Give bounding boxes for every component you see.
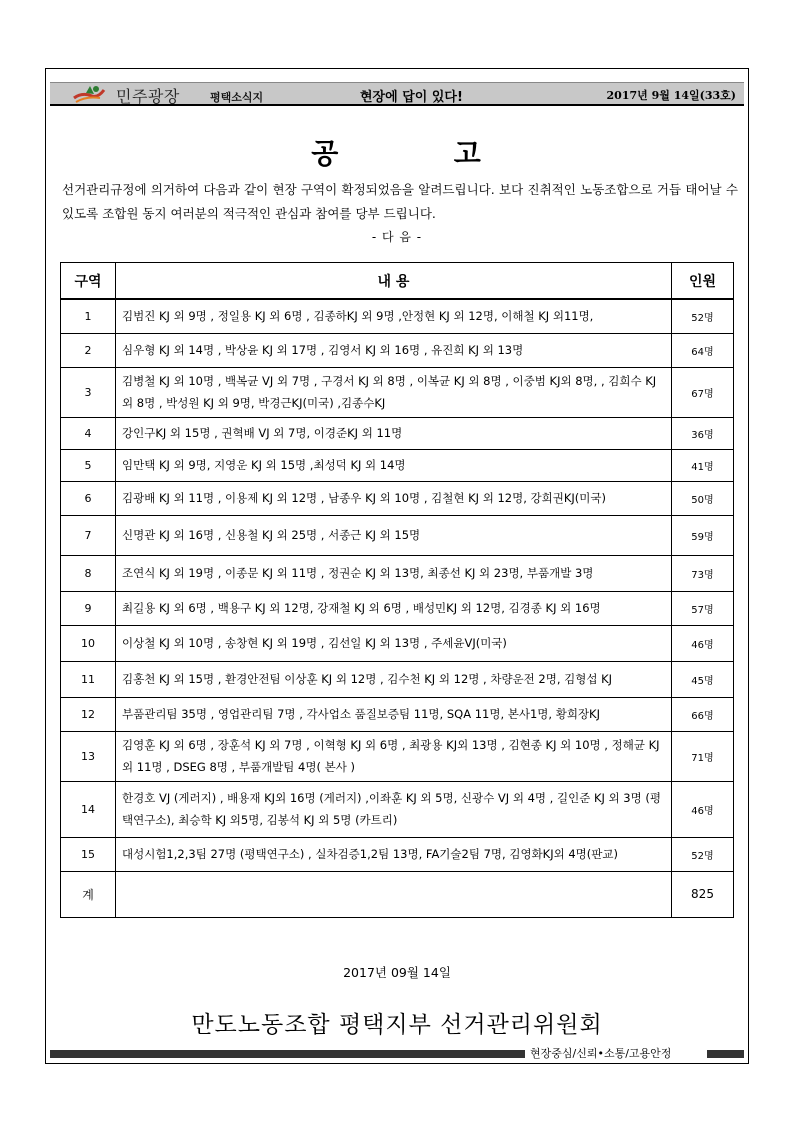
footer-bar-right xyxy=(707,1050,744,1058)
district-number: 4 xyxy=(61,417,116,449)
district-number: 13 xyxy=(61,731,116,781)
member-count: 52명 xyxy=(672,299,734,333)
district-content: 김범진 KJ 외 9명 , 정일용 KJ 외 6명 , 김종하KJ 외 9명 ,안정현 KJ 외 12명, 이해철 KJ 외11명, xyxy=(116,299,672,333)
district-content: 대성시험1,2,3팀 27명 (평택연구소) , 실차검증1,2팀 13명, FA기술2팀 7명, 김영화KJ외 4명(판교) xyxy=(116,837,672,871)
footer-bar-left xyxy=(50,1050,525,1058)
district-content: 이상철 KJ 외 10명 , 송창현 KJ 외 19명 , 김선일 KJ 외 13명 , 주세윤VJ(미국) xyxy=(116,625,672,661)
district-number: 8 xyxy=(61,555,116,591)
table-row xyxy=(61,837,734,871)
table-total-row xyxy=(61,871,734,917)
notice-title xyxy=(0,132,794,172)
district-content: 조연식 KJ 외 19명 , 이종문 KJ 외 11명 , 정권순 KJ 외 13명, 최종선 KJ 외 23명, 부품개발 3명 xyxy=(116,555,672,591)
table-row xyxy=(61,697,734,731)
issue-date: 2017년 9월 14일(33호) xyxy=(606,89,736,102)
header-slogan: 현장에 답이 있다! xyxy=(360,90,463,105)
table-row xyxy=(61,367,734,417)
header-content: 내 용 xyxy=(116,263,672,300)
district-content: 신명관 KJ 외 16명 , 신용철 KJ 외 25명 , 서종근 KJ 외 15명 xyxy=(116,515,672,555)
member-count: 46명 xyxy=(672,781,734,837)
da-eum-label: - 다 음 - xyxy=(371,230,423,244)
member-count: 67명 xyxy=(672,367,734,417)
district-number: 3 xyxy=(61,367,116,417)
district-content: 강인구KJ 외 15명 , 권혁배 VJ 외 7명, 이경준KJ 외 11명 xyxy=(116,417,672,449)
table-row xyxy=(61,333,734,367)
total-label: 계 xyxy=(61,871,116,917)
header-district: 구역 xyxy=(61,263,116,300)
district-number: 5 xyxy=(61,449,116,481)
member-count: 50명 xyxy=(672,481,734,515)
district-number: 12 xyxy=(61,697,116,731)
district-number: 10 xyxy=(61,625,116,661)
title-char-1: 공 xyxy=(311,137,341,170)
district-number: 11 xyxy=(61,661,116,697)
district-content: 김광배 KJ 외 11명 , 이용제 KJ 외 12명 , 남종우 KJ 외 10명 , 김철현 KJ 외 12명, 강희권KJ(미국) xyxy=(116,481,672,515)
member-count: 59명 xyxy=(672,515,734,555)
intro-paragraph: 선거관리규정에 의거하여 다음과 같이 현장 구역이 확정되었음을 알려드립니다. 보다 진취적인 노동조합으로 거듭 태어날 수 있도록 조합원 동지 여러분의 적극적인 관심과 참여를 당부 드립니다. xyxy=(62,182,738,221)
header-count: 인원 xyxy=(672,263,734,300)
table-row xyxy=(61,591,734,625)
footer-slogan: 현장중심/신뢰•소통/고용안정 xyxy=(530,1047,672,1060)
district-content: 심우형 KJ 외 14명 , 박상윤 KJ 외 17명 , 김영서 KJ 외 16명 , 유진희 KJ 외 13명 xyxy=(116,333,672,367)
newsletter-header xyxy=(50,82,744,106)
table-header-row xyxy=(61,263,734,300)
brand-subtitle: 평택소식지 xyxy=(210,91,264,104)
district-content: 김병철 KJ 외 10명 , 백복균 VJ 외 7명 , 구경서 KJ 외 8명 , 이복균 KJ 외 8명 , 이중범 KJ외 8명, , 김희수 KJ 외 8명 , 박성원 KJ 외 9명, 박경근KJ(미국) ,김종수KJ xyxy=(116,367,672,417)
member-count: 73명 xyxy=(672,555,734,591)
minju-plaza-logo-icon xyxy=(72,84,106,104)
table-row xyxy=(61,417,734,449)
district-number: 6 xyxy=(61,481,116,515)
district-number: 7 xyxy=(61,515,116,555)
member-count: 71명 xyxy=(672,731,734,781)
table-row xyxy=(61,481,734,515)
member-count: 45명 xyxy=(672,661,734,697)
district-number: 15 xyxy=(61,837,116,871)
district-content: 김홍천 KJ 외 15명 , 환경안전팀 이상훈 KJ 외 12명 , 김수천 KJ 외 12명 , 차량운전 2명, 김형섭 KJ xyxy=(116,661,672,697)
title-char-2: 고 xyxy=(453,137,483,170)
member-count: 36명 xyxy=(672,417,734,449)
table-row xyxy=(61,449,734,481)
table-row xyxy=(61,299,734,333)
district-content: 한경호 VJ (게러지) , 배용재 KJ외 16명 (게러지) ,이좌훈 KJ 외 5명, 신광수 VJ 외 4명 , 길인준 KJ 외 3명 (평택연구소), 최승학 KJ 외5명, 김봉석 KJ 외 5명 (카트리) xyxy=(116,781,672,837)
footer-bar xyxy=(50,1049,744,1059)
table-row xyxy=(61,515,734,555)
district-number: 9 xyxy=(61,591,116,625)
member-count: 66명 xyxy=(672,697,734,731)
member-count: 57명 xyxy=(672,591,734,625)
member-count: 46명 xyxy=(672,625,734,661)
district-table xyxy=(60,262,734,918)
district-content: 부품관리팀 35명 , 영업관리팀 7명 , 각사업소 품질보증팀 11명, SQA 11명, 본사1명, 황희장KJ xyxy=(116,697,672,731)
member-count: 52명 xyxy=(672,837,734,871)
total-content xyxy=(116,871,672,917)
table-row xyxy=(61,555,734,591)
brand-name: 민주광장 xyxy=(116,87,180,106)
member-count: 41명 xyxy=(672,449,734,481)
district-content: 김영훈 KJ 외 6명 , 장훈석 KJ 외 7명 , 이혁형 KJ 외 6명 , 최광용 KJ외 13명 , 김현종 KJ 외 10명 , 정해균 KJ 외 11명 , DSEG 8명 , 부품개발팀 4명( 본사 ) xyxy=(116,731,672,781)
organization-name: 만도노동조합 평택지부 선거관리위원회 xyxy=(191,1012,603,1038)
notice-date: 2017년 09월 14일 xyxy=(343,965,451,980)
district-content: 최길용 KJ 외 6명 , 백용구 KJ 외 12명, 강재철 KJ 외 6명 , 배성민KJ 외 12명, 김경종 KJ 외 16명 xyxy=(116,591,672,625)
district-number: 1 xyxy=(61,299,116,333)
member-count: 64명 xyxy=(672,333,734,367)
table-row xyxy=(61,781,734,837)
district-content: 임만택 KJ 외 9명, 지영운 KJ 외 15명 ,최성덕 KJ 외 14명 xyxy=(116,449,672,481)
total-count: 825 xyxy=(672,871,734,917)
table-row xyxy=(61,731,734,781)
table-row xyxy=(61,625,734,661)
district-number: 14 xyxy=(61,781,116,837)
district-number: 2 xyxy=(61,333,116,367)
table-row xyxy=(61,661,734,697)
